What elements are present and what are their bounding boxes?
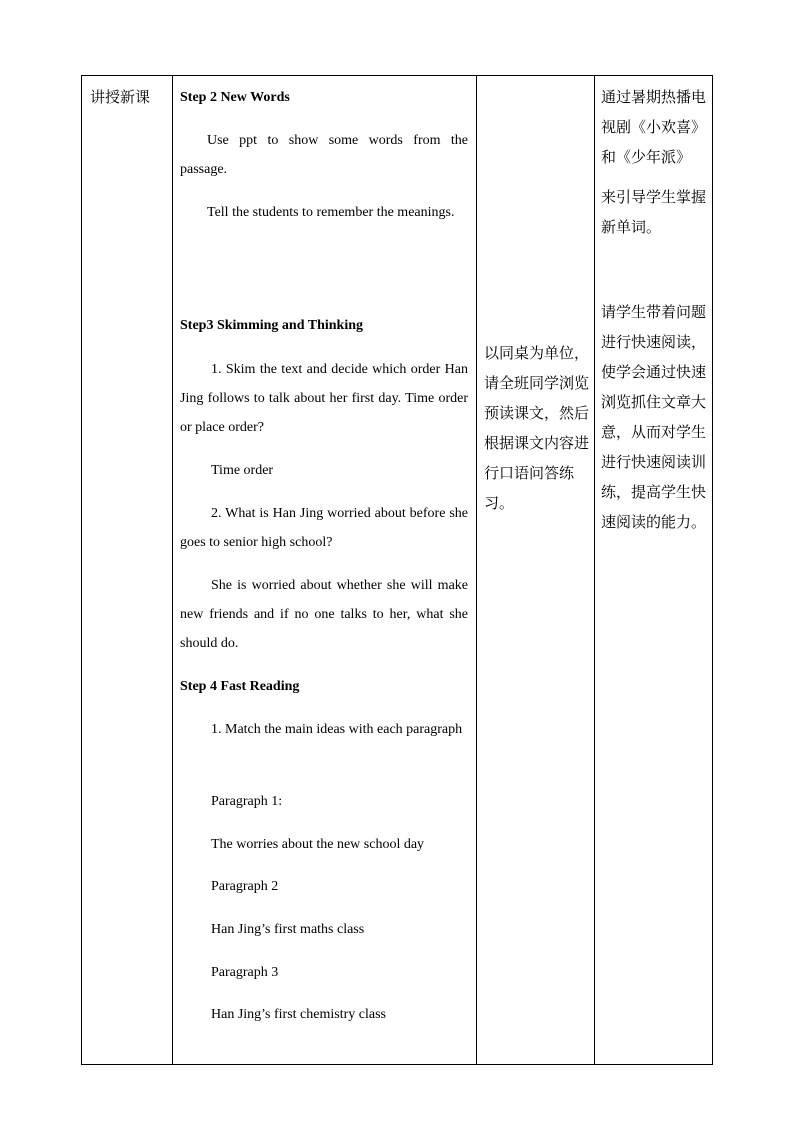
- step3-heading: Step3 Skimming and Thinking: [180, 318, 363, 333]
- step3-question-2-text: 2. What is Han Jing worried about before she goes to senior high school?: [180, 506, 468, 550]
- design-intent-note-2: 请学生带着问题进行快速阅读，使学会通过快速浏览抓住文章大意，从而对学生进行快速阅读训练，提高学生快速阅读的能力。: [601, 303, 707, 531]
- design-intent-note-1a: 通过暑期热播电视剧《小欢喜》和《少年派》: [601, 88, 707, 166]
- section-column: [82, 76, 173, 1064]
- step4-question-1-text: 1. Match the main ideas with each paragraph: [211, 722, 463, 737]
- design-intent-note-1b: 来引导学生掌握新单词。: [601, 188, 707, 236]
- design-intent-column: [595, 76, 712, 1064]
- step3-question-1-text: 1. Skim the text and decide which order Han Jing follows to talk about her first day. Time order or place order?: [180, 362, 468, 435]
- paragraph-1-label: Paragraph 1:: [211, 794, 283, 809]
- procedure-column: [173, 76, 477, 1064]
- step4-question-1: [180, 715, 468, 744]
- step3-answer-1: Time order: [211, 463, 274, 478]
- student-activity-column: [477, 76, 595, 1064]
- paragraph-1-idea: The worries about the new school day: [211, 837, 425, 852]
- step3-question-2: [180, 499, 468, 557]
- section-label: 讲授新课: [90, 88, 151, 106]
- paragraph-3-label: Paragraph 3: [211, 965, 279, 980]
- step2-heading: Step 2 New Words: [180, 90, 290, 105]
- student-activity-text: 以同桌为单位，请全班同学浏览预读课文，然后根据课文内容进行口语问答练习。: [484, 344, 590, 512]
- step3-question-1: [180, 355, 468, 442]
- step3-answer-2: [180, 571, 468, 658]
- step4-heading: Step 4 Fast Reading: [180, 679, 300, 694]
- lesson-plan-table: [81, 75, 713, 1065]
- paragraph-2-label: Paragraph 2: [211, 879, 279, 894]
- paragraph-2-idea: Han Jing’s first maths class: [211, 922, 365, 937]
- step3-answer-2-text: She is worried about whether she will make new friends and if no one talks to her, what she should do.: [180, 578, 468, 651]
- step2-paragraph-2: Tell the students to remember the meanings.: [207, 205, 455, 220]
- paragraph-3-idea: Han Jing’s first chemistry class: [211, 1007, 386, 1022]
- step2-paragraph-1: Use ppt to show some words from the passage.: [180, 133, 468, 177]
